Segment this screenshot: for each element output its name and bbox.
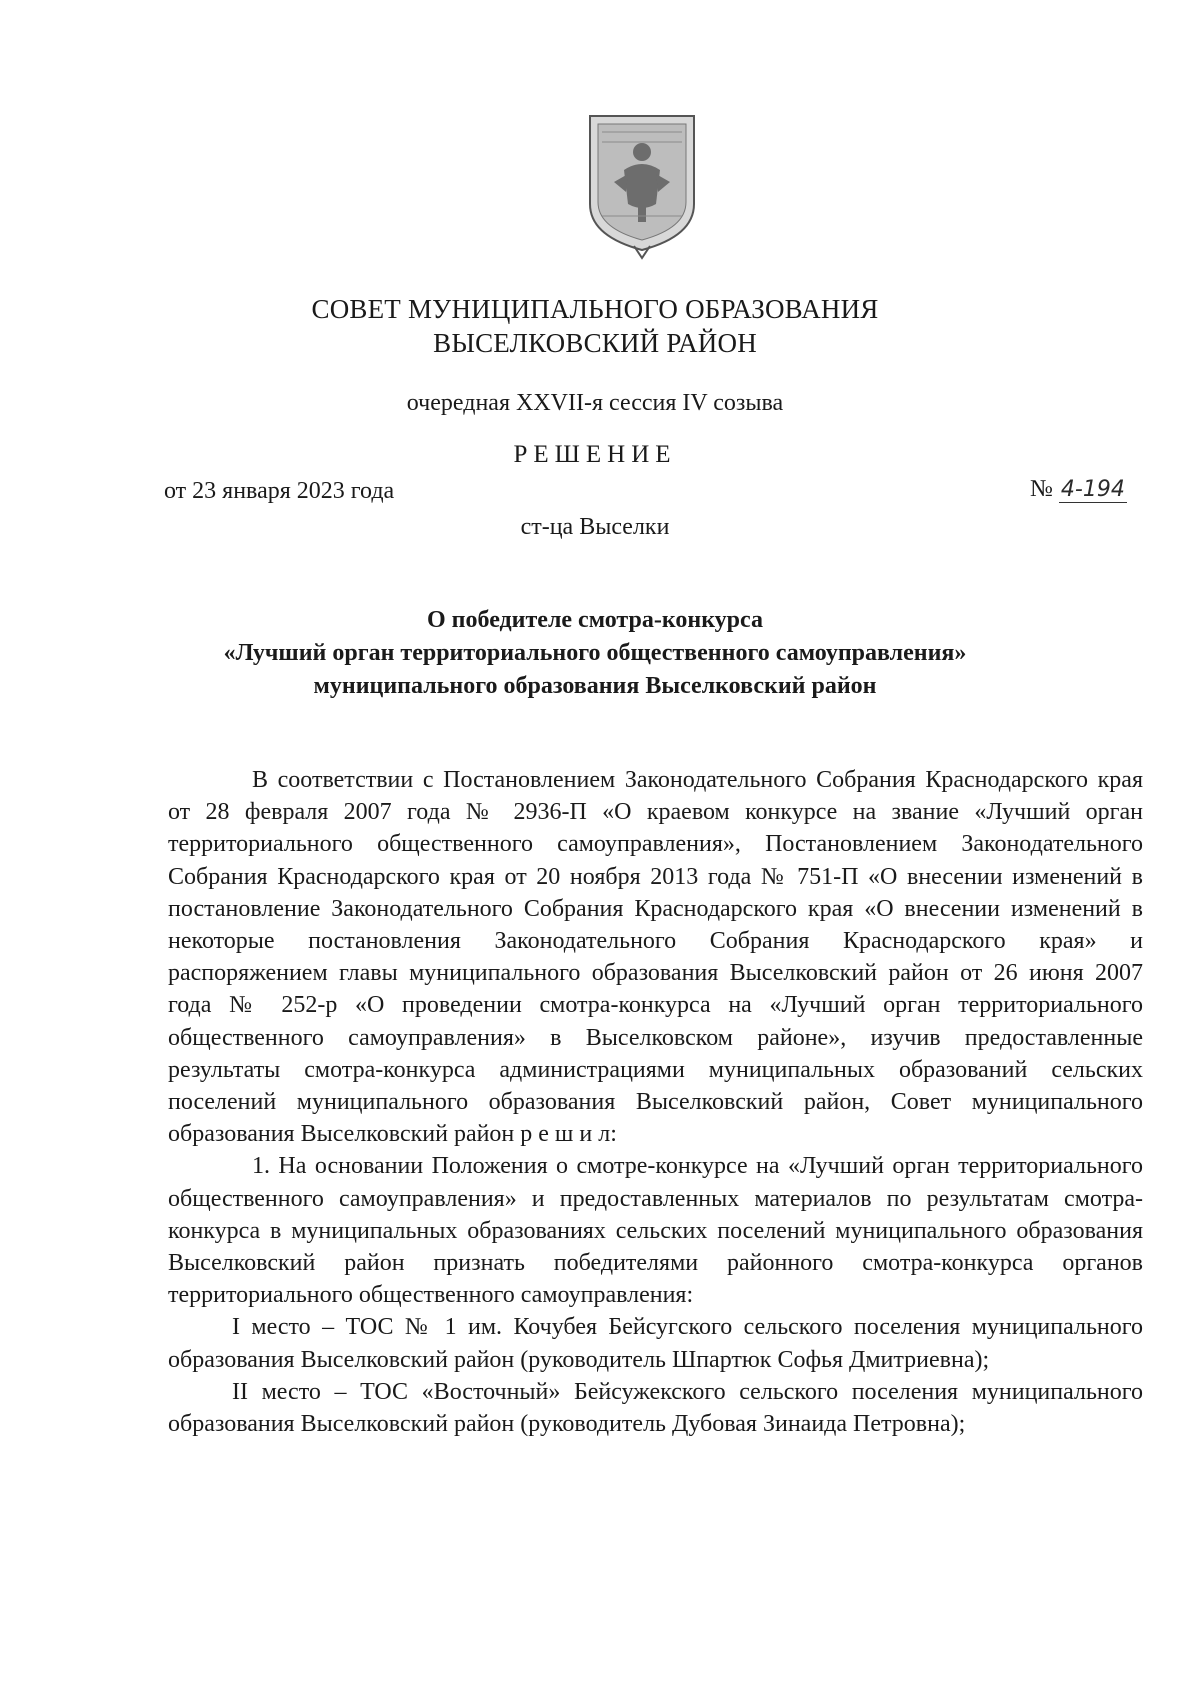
title-line1: О победителе смотра-конкурса <box>427 607 763 633</box>
title-line3: муниципального образования Выселковский район <box>313 673 877 699</box>
council-name-line1: СОВЕТ МУНИЦИПАЛЬНОГО ОБРАЗОВАНИЯ <box>311 294 879 324</box>
item-1-paragraph: 1. На основании Положения о смотре-конкурсе на «Лучший орган территориального общественного самоуправления» и предоставленных материалов по результатам смотра-конкурса в муниципальных образованиях сельских поселений муниципального образования Выселковский район признать победителями районного смотра-конкурса органов территориального общественного самоуправления: <box>168 1153 1143 1309</box>
decision-number <box>1030 474 1127 505</box>
coat-of-arms-icon <box>584 112 700 260</box>
second-place-paragraph: II место – ТОС «Восточный» Бейсужекского сельского поселения муниципального образования Выселковский район (руководитель Дубовая Зинаида Петровна); <box>168 1378 1143 1438</box>
decision-date: от 23 января 2023 года <box>164 478 395 504</box>
title-line2: «Лучший орган территориального общественного самоуправления» <box>223 640 967 666</box>
session-line: очередная XXVII-я сессия IV созыва <box>406 390 784 416</box>
council-name-line2: ВЫСЕЛКОВСКИЙ РАЙОН <box>433 328 757 358</box>
document-title <box>0 604 1190 703</box>
handwritten-number: 4-194 <box>1060 477 1125 502</box>
document-body <box>168 764 1143 1440</box>
council-name <box>0 292 1190 360</box>
decision-heading: РЕШЕНИЕ <box>513 441 677 468</box>
place-line: ст-ца Выселки <box>520 514 670 540</box>
first-place-paragraph: I место – ТОС № 1 им. Кочубея Бейсугского сельского поселения муниципального образования Выселковский район (руководитель Шпартюк Софья Дмитриевна); <box>168 1314 1143 1373</box>
number-sign: № <box>1030 476 1053 502</box>
preamble-paragraph: В соответствии с Постановлением Законодательного Собрания Краснодарского края от 28 февраля 2007 года № 2936-П «О краевом конкурсе на звание «Лучший орган территориального общественного самоуправления», Постановлением Законодательного Собрания Краснодарского края от 20 ноября 2013 года № 751-П «О внесении изменений в постановление Законодательного Собрания Краснодарского края «О внесении изменений в некоторые постановления Законодательного Собрания Краснодарского края» и распоряжением главы муниципального образования Выселковский район от 26 июня 2007 года № 252-р «О проведении смотра-конкурса на «Лучший орган территориального общественного самоуправления» в Выселковском районе», изучив предоставленные результаты смотра-конкурса администрациями муниципальных образований сельских поселений муниципального образования Выселковский район, Совет муниципального образования Выселковский район р е ш и л: <box>168 767 1143 1148</box>
